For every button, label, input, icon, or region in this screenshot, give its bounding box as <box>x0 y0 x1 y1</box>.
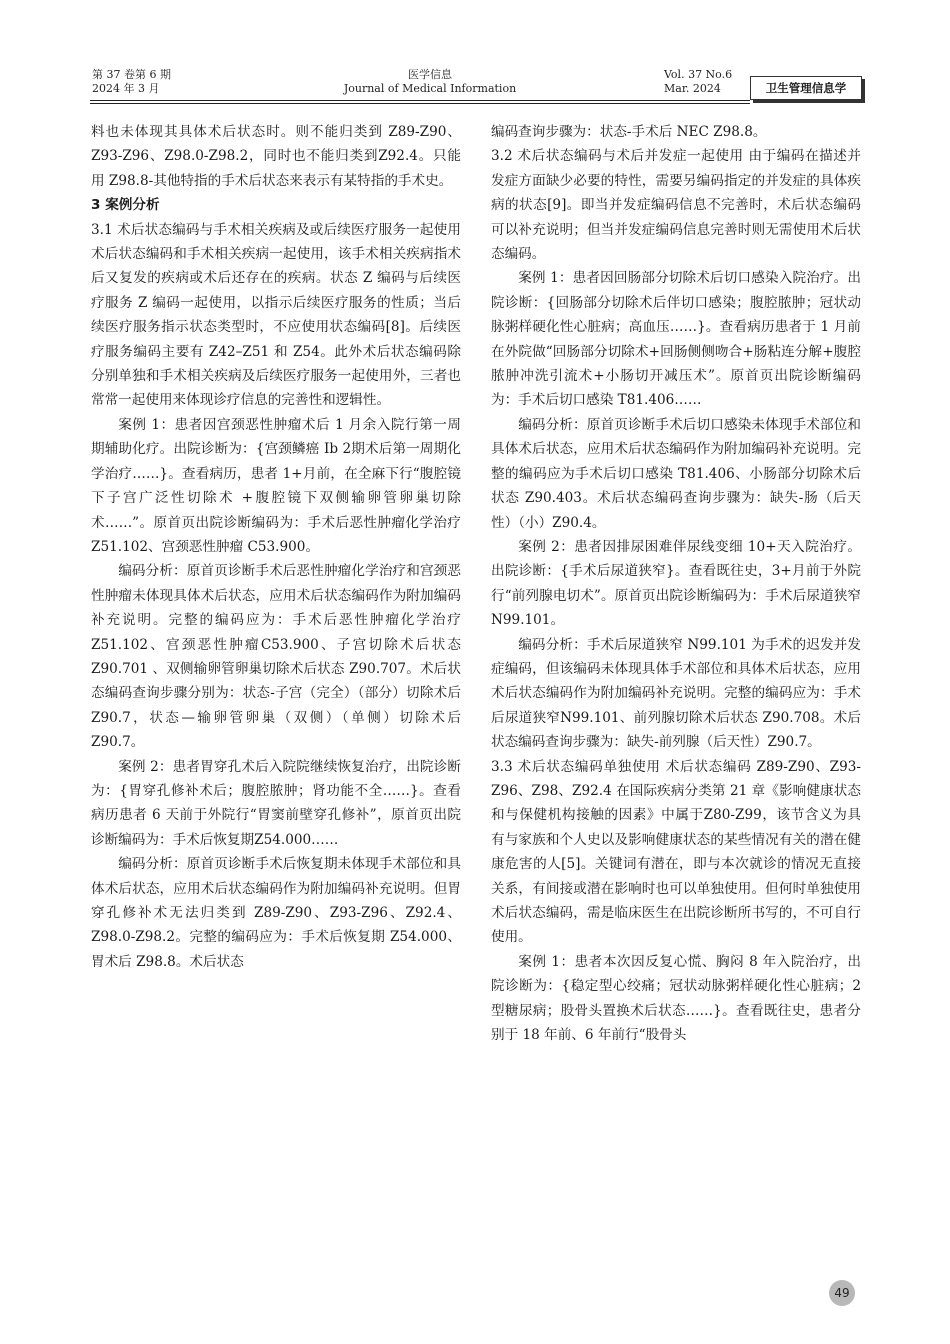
paragraph: 案例 1：患者本次因反复心慌、胸闷 8 年入院治疗，出院诊断为：{稳定型心绞痛；冠状动脉粥样硬化性心脏病；2 型糖尿病；股骨头置换术后状态……}。查看既往史，患者分别于 18 年前、6 年前行“股骨头 <box>491 953 861 1044</box>
paragraph: 案例 1：患者因宫颈恶性肿瘤术后 1 月余入院行第一周期辅助化疗。出院诊断为：{宫颈鳞癌 Ib 2期术后第一周期化学治疗……}。查看病历，患者 1+月前，在全麻下行“腹腔镜下子宫广泛性切除术 +腹腔镜下双侧输卵管卵巢切除术……”。原首页出院诊断编码为：手术后恶性肿瘤化学治疗 Z51.102、宫颈恶性肿瘤 C53.900。 <box>91 416 461 555</box>
journal-title-en: Journal of Medical Information <box>343 82 517 95</box>
running-header-center <box>330 68 530 96</box>
volume-issue: 第 37 卷第 6 期 <box>92 68 171 81</box>
paragraph: 编码分析：原首页诊断手术后恶性肿瘤化学治疗和宫颈恶性肿瘤未体现具体术后状态，应用术后状态编码作为附加编码补充说明。完整的编码应为：手术后恶性肿瘤化学治疗 Z51.102、宫颈恶性肿瘤C53.900、子宫切除术后状态 Z90.701 、双侧输卵管卵巢切除术后状态 Z90.707。术后状态编码查询步骤分别为：状态-子宫（完全）（部分）切除术后Z90.7，状态—输卵管卵巢（双侧）（单侧）切除术后Z90.7。 <box>91 563 461 751</box>
paragraph: 编码分析：手术后尿道狭窄 N99.101 为手术的迟发并发症编码，但该编码未体现具体手术部位和具体术后状态，应用术后状态编码作为附加编码补充说明。完整的编码应为：手术后尿道狭窄N99.101、前列腺切除术后状态 Z90.708。术后状态编码查询步骤为：缺失-前列腺（后天性）Z90.7。 <box>491 636 861 751</box>
paragraph: 料也未体现其具体术后状态时。则不能归类到 Z89-Z90、Z93-Z96、Z98.0-Z98.2，同时也不能归类到Z92.4。只能用 Z98.8-其他特指的手术后状态来表示有某特指的手术史。 <box>91 124 461 189</box>
paragraph: 3.3 术后状态编码单独使用 术后状态编码 Z89-Z90、Z93-Z96、Z98、Z92.4 在国际疾病分类第 21 章《影响健康状态和与保健机构接触的因素》中属于Z80-Z99，该节含义为具有与家族和个人史以及影响健康状态的某些情况有关的潜在健康危害的人[5]。关键词有潜在，即与本次就诊的情况无直接关系，有间接或潜在影响时也可以单独使用。但何时单独使用术后状态编码，需是临床医生在出院诊断所书写的，不可自行使用。 <box>491 758 861 946</box>
paragraph: 编码分析：原首页诊断手术后恢复期未体现手术部位和具体术后状态，应用术后状态编码作为附加编码补充说明。但胃穿孔修补术无法归类到 Z89-Z90、Z93-Z96、Z92.4、Z98.0-Z98.2。完整的编码应为：手术后恢复期 Z54.000、胃术后 Z98.8。术后状态 <box>91 856 461 970</box>
header-rule <box>90 103 750 104</box>
paragraph: 3.2 术后状态编码与术后并发症一起使用 由于编码在描述并发症方面缺少必要的特性，需要另编码指定的并发症的具体疾病的状态[9]。即当并发症编码信息不完善时，术后状态编码可以补充说明；但当并发症编码信息完善时则无需使用术后状态编码。 <box>491 148 861 263</box>
volume-issue-en: Vol. 37 No.6 <box>664 68 733 81</box>
paragraph: 案例 2：患者胃穿孔术后入院院继续恢复治疗，出院诊断为：{胃穿孔修补术后；腹腔脓肿；肾功能不全……}。查看病历患者 6 天前于外院行“胃窦前壁穿孔修补”，原首页出院诊断编码为：手术后恢复期Z54.000…… <box>91 758 461 848</box>
publication-date: 2024 年 3 月 <box>92 82 160 95</box>
paragraph: 编码查询步骤为：状态-手术后 NEC Z98.8。 <box>491 124 767 140</box>
running-header-right <box>664 68 732 96</box>
page-number: 49 <box>829 1280 855 1306</box>
left-column <box>91 120 461 974</box>
section-badge: 卫生管理信息学 <box>750 76 862 100</box>
paragraph: 案例 1：患者因回肠部分切除术后切口感染入院治疗。出院诊断：{回肠部分切除术后伴切口感染；腹腔脓肿；冠状动脉粥样硬化性心脏病；高血压……}。查看病历患者于 1 月前在外院做“回肠部分切除术+回肠侧侧吻合+肠粘连分解+腹腔脓肿冲洗引流术+小肠切开减压术”。原首页出院诊断编码为：手术后切口感染 T81.406…… <box>491 270 861 409</box>
paragraph: 3.1 术后状态编码与手术相关疾病及或后续医疗服务一起使用 术后状态编码和手术相关疾病一起使用，该手术相关疾病指术后又复发的疾病或术后还存在的疾病。状态 Z 编码与后续医疗服务 Z 编码一起使用，以指示后续医疗服务的性质；当后续医疗服务指示状态类型时，不应使用状态编码[8]。后续医疗服务编码主要有 Z42–Z51 和 Z54。此外术后状态编码除分别单独和手术相关疾病及后续医疗服务一起使用外，三者也常常一起使用来体现诊疗信息的完善性和逻辑性。 <box>91 221 461 409</box>
paragraph: 编码分析：原首页诊断手术后切口感染未体现手术部位和具体术后状态，应用术后状态编码作为附加编码补充说明。完整的编码应为手术后切口感染 T81.406、小肠部分切除术后状态 Z90.403。术后状态编码查询步骤为：缺失-肠（后天性）（小）Z90.4。 <box>491 416 861 531</box>
paragraph: 案例 2：患者因排尿困难伴尿线变细 10+天入院治疗。出院诊断：{手术后尿道狭窄}。查看既往史，3+月前于外院行“前列腺电切术”。原首页出院诊断编码为：手术后尿道狭窄 N99.101。 <box>491 538 861 629</box>
running-header-left <box>92 68 171 96</box>
right-column <box>491 120 861 1047</box>
publication-date-en: Mar. 2024 <box>664 82 721 95</box>
header-rule <box>90 100 750 101</box>
section-heading: 3 案例分析 <box>91 197 160 214</box>
journal-title-cn: 医学信息 <box>408 68 452 81</box>
